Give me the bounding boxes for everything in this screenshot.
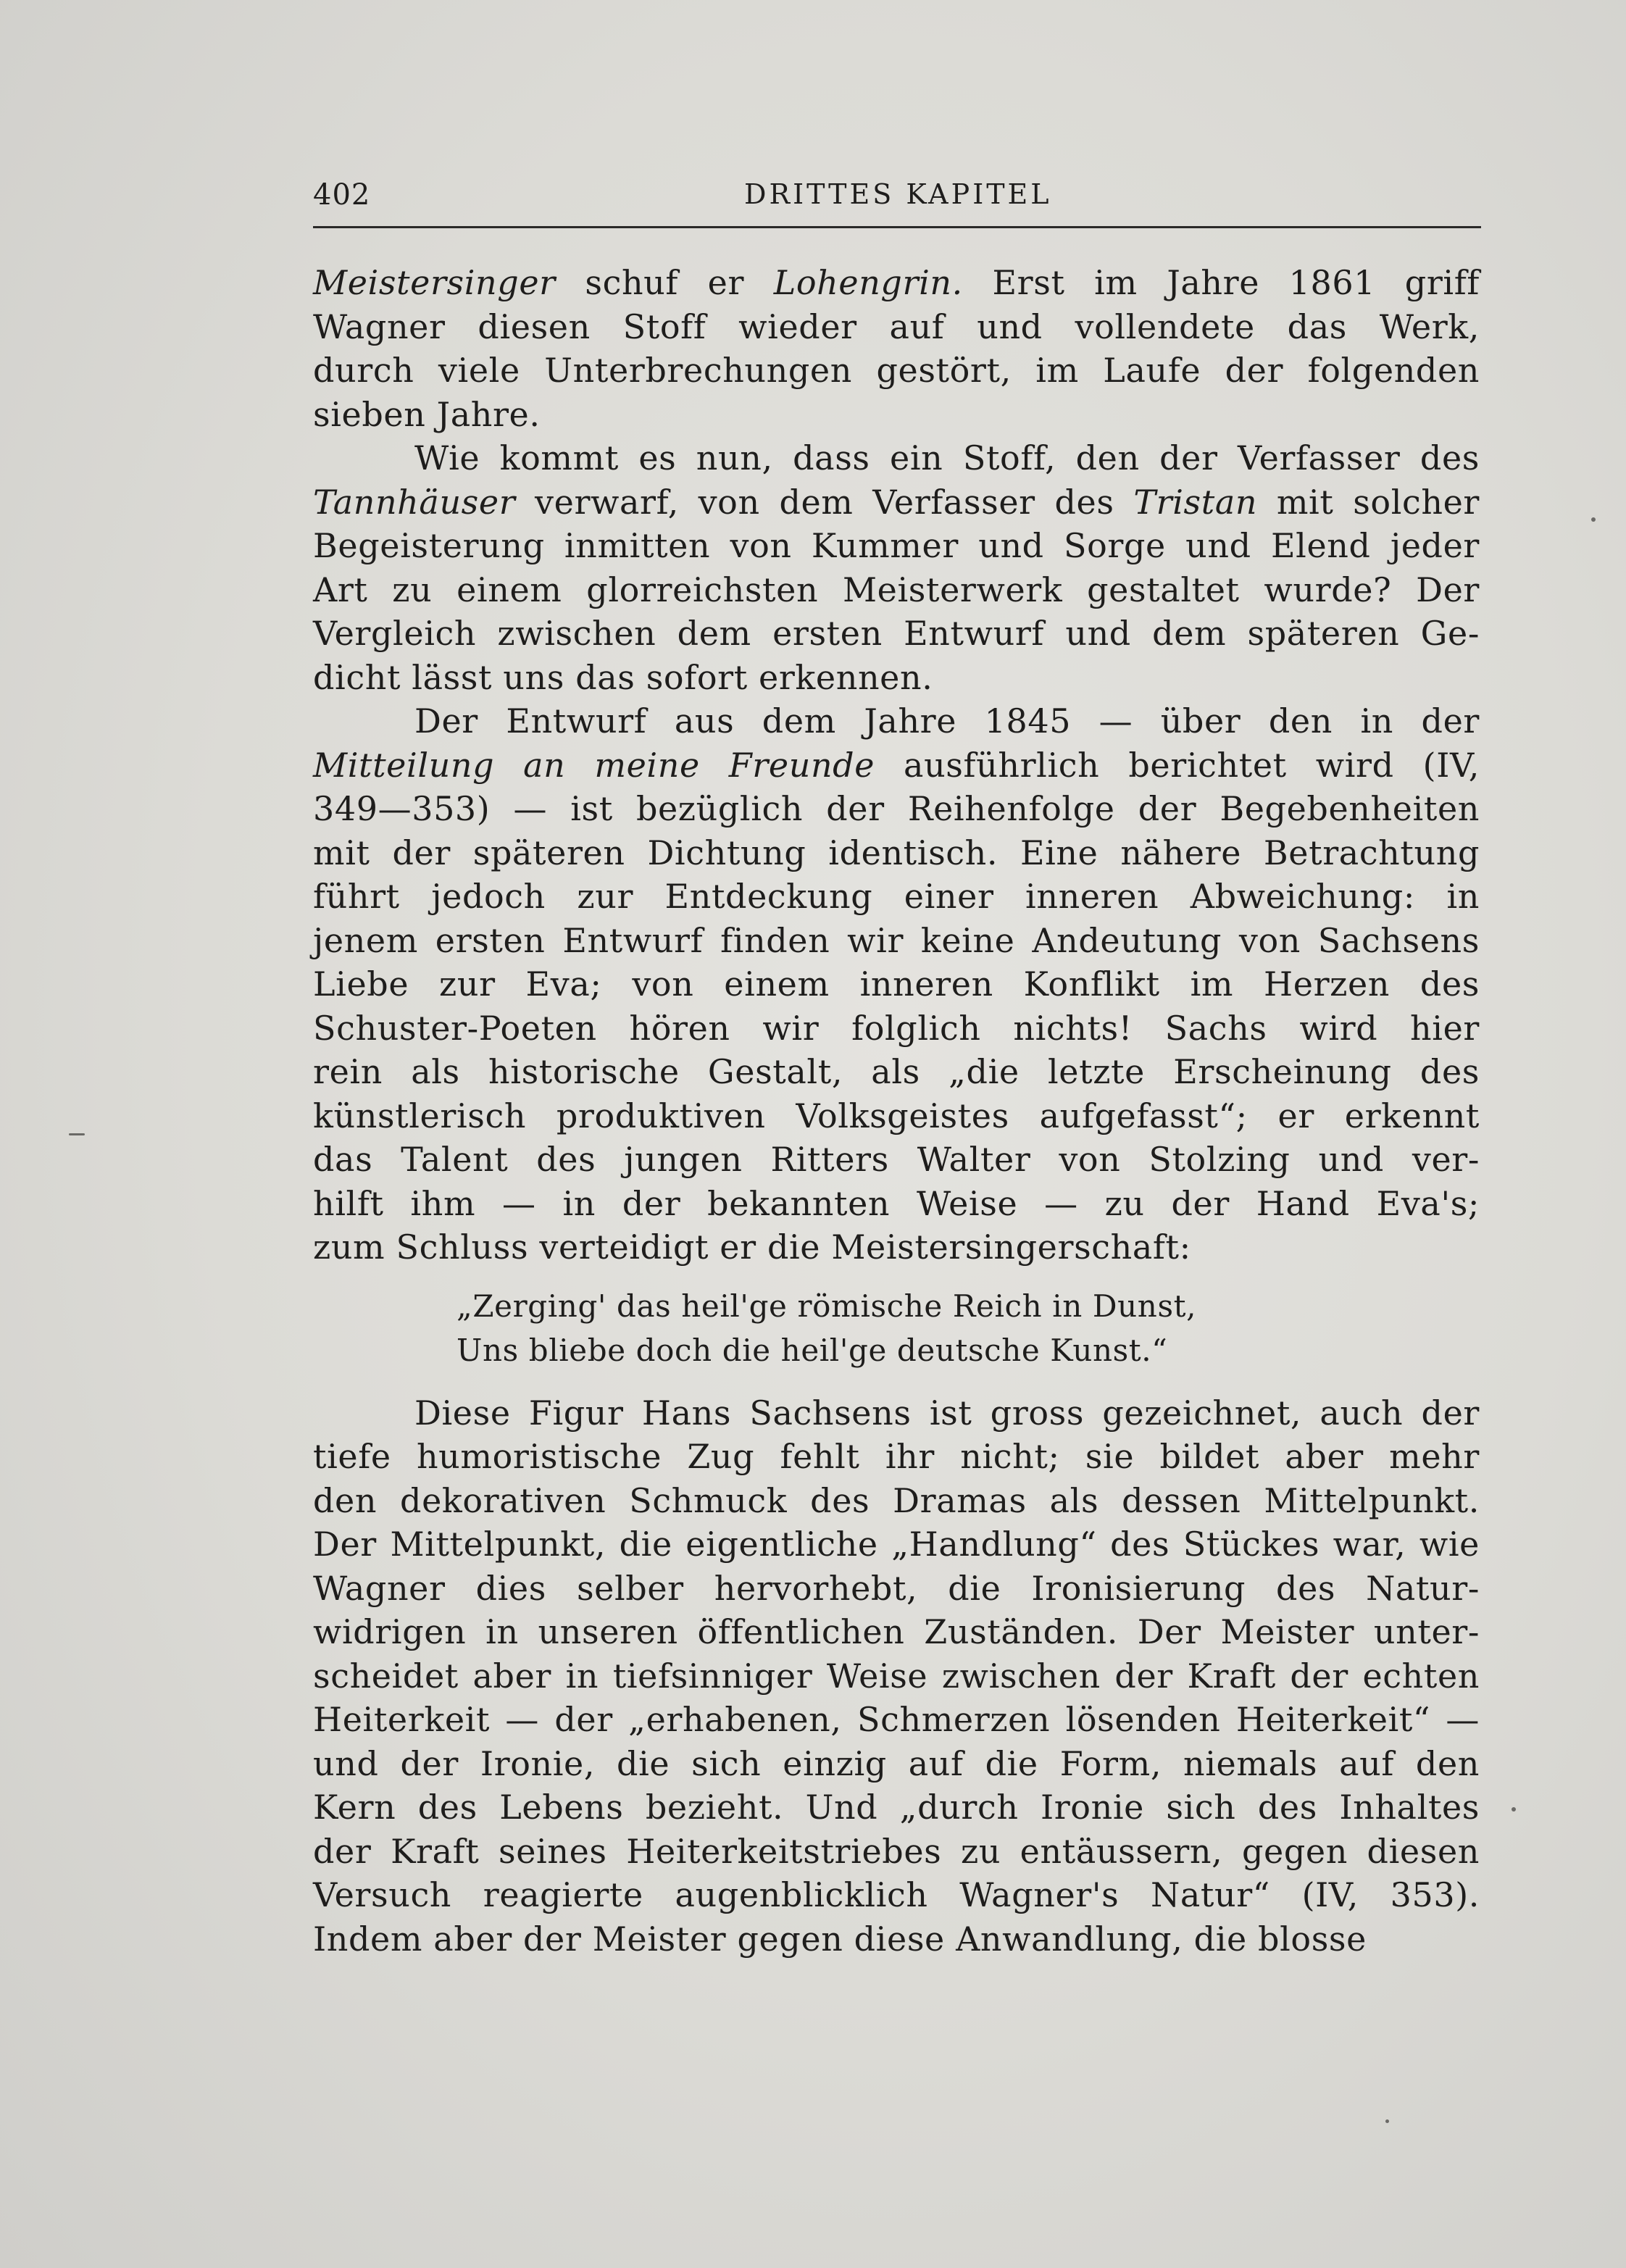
text-segment: Schuster-Poeten hören wir folglich nichts! Sachs wird hier [313,1008,1480,1048]
text-line [313,875,1480,919]
text-line [313,1094,1480,1138]
paragraph [313,436,1480,699]
text-segment: Versuch reagierte augenblicklich Wagner's Natur“ (IV, 353). [313,1875,1480,1914]
text-segment: Liebe zur Eva; von einem inneren Konflikt im Herzen des [313,964,1480,1004]
text-segment: verwarf, von dem Verfasser des [515,482,1134,522]
paper-speck [69,1133,85,1135]
text-line [313,436,1480,480]
text-line [313,1610,1480,1654]
page-number: 402 [313,178,371,212]
text-segment: Art zu einem glorreichsten Meisterwerk gestaltet wurde? Der [313,570,1480,609]
text-segment: Indem aber der Meister gegen diese Anwandlung, die blosse [313,1919,1367,1959]
text-line [313,699,1480,743]
paragraph [313,699,1480,1270]
text-line [313,261,1480,305]
text-segment: widrigen in unseren öffentlichen Zuständen. Der Meister unter- [313,1612,1480,1651]
text-line [313,787,1480,831]
text-line [313,1138,1480,1182]
italic-title: Meistersinger [313,263,556,302]
text-segment: schuf er [555,263,774,302]
text-line [313,919,1480,963]
text-segment: sieben Jahre. [313,394,541,434]
text-segment: 349—353) — ist bezüglich der Reihenfolge der Begebenheiten [313,789,1480,828]
text-line [313,568,1480,612]
text-line [313,1742,1480,1786]
text-segment: rein als historische Gestalt, als „die letzte Erscheinung des [313,1052,1480,1091]
text-segment: Vergleich zwischen dem ersten Entwurf und dem späteren Ge- [313,614,1480,653]
text-segment: und der Ironie, die sich einzig auf die Form, niemals auf den [313,1743,1480,1783]
text-line [313,480,1480,525]
italic-title: Mitteilung an meine Freunde [313,745,875,785]
text-segment: künstlerisch produktiven Volksgeistes aufgefasst“; er erkennt [313,1096,1480,1135]
text-segment: mit der späteren Dichtung identisch. Eine nähere Betrachtung [313,833,1480,872]
text-line [313,1830,1480,1874]
text-line [313,524,1480,568]
text-segment: scheidet aber in tiefsinniger Weise zwischen der Kraft der echten [313,1656,1480,1696]
text-line [313,1050,1480,1094]
text-segment: durch viele Unterbrechungen gestört, im Laufe der folgenden [313,351,1480,390]
text-segment: Erst im Jahre 1861 griff [962,263,1480,302]
text-segment: führt jedoch zur Entdeckung einer inneren Abweichung: in [313,877,1480,916]
text-segment: Wagner diesen Stoff wieder auf und vollendete das Werk, [313,307,1480,346]
paper-speck [1591,517,1596,522]
text-segment: Der Entwurf aus dem Jahre 1845 — über den in der [414,701,1480,741]
verse-line: „Zerging' das heil'ge römische Reich in Dunst, [456,1288,1197,1324]
text-line [313,1873,1480,1917]
text-segment: Der Mittelpunkt, die eigentliche „Handlung“ des Stückes war, wie [313,1525,1480,1564]
text-segment: ausführlich berichtet wird (IV, [875,745,1480,785]
paper-speck [1512,1807,1516,1812]
text-line [313,393,1480,437]
text-line [313,1006,1480,1051]
text-segment: Wagner dies selber hervorhebt, die Ironisierung des Natur- [313,1568,1480,1608]
text-segment: Wie kommt es nun, dass ein Stoff, den der Verfasser des [414,438,1480,478]
body-text [313,261,1480,1961]
italic-title: Lohengrin. [773,263,963,302]
text-line [313,1785,1480,1830]
text-segment: jenem ersten Entwurf finden wir keine Andeutung von Sachsens [313,920,1480,960]
italic-title: Tannhäuser [313,482,516,522]
text-line [313,349,1480,393]
text-line [313,1435,1480,1479]
text-line [313,1917,1480,1961]
text-line [313,743,1480,788]
text-line [313,1522,1480,1567]
text-segment: das Talent des jungen Ritters Walter von Stolzing und ver- [313,1140,1480,1179]
text-segment: Begeisterung inmitten von Kummer und Sorge und Elend jeder [313,526,1480,565]
paper-speck [1385,2119,1389,2123]
text-line [313,612,1480,656]
text-line [313,1225,1480,1270]
text-line [313,305,1480,349]
text-line [313,1479,1480,1523]
text-segment: Kern des Lebens bezieht. Und „durch Ironie sich des Inhaltes [313,1788,1480,1827]
running-head: DRITTES KAPITEL [744,178,1052,210]
text-segment: Diese Figur Hans Sachsens ist gross gezeichnet, auch der [414,1393,1480,1433]
paragraphs-after-verse [313,1391,1480,1961]
text-line [313,1182,1480,1226]
text-segment: hilft ihm — in der bekannten Weise — zu der Hand Eva's; [313,1183,1480,1223]
text-segment: mit solcher [1257,482,1480,522]
text-segment: den dekorativen Schmuck des Dramas als dessen Mittelpunkt. [313,1480,1480,1520]
verse-quotation [313,1284,1480,1372]
paragraphs-before-verse [313,261,1480,1270]
italic-title: Tristan [1133,482,1258,522]
paragraph [313,1391,1480,1961]
text-line [313,962,1480,1006]
text-segment: dicht lässt uns das sofort erkennen. [313,657,933,697]
header-rule [313,226,1481,228]
text-line [313,1391,1480,1435]
page-header [313,178,1480,222]
text-line [313,1698,1480,1742]
text-segment: tiefe humoristische Zug fehlt ihr nicht; sie bildet aber mehr [313,1437,1480,1476]
text-segment: der Kraft seines Heiterkeitstriebes zu entäussern, gegen diesen [313,1831,1480,1871]
paragraph [313,261,1480,436]
text-line [313,656,1480,700]
verse-line: Uns bliebe doch die heil'ge deutsche Kunst.“ [456,1332,1168,1368]
text-line [313,1567,1480,1611]
text-line [313,1654,1480,1698]
text-line [313,831,1480,875]
text-segment: Heiterkeit — der „erhabenen, Schmerzen lösenden Heiterkeit“ — [313,1700,1480,1739]
text-segment: zum Schluss verteidigt er die Meistersingerschaft: [313,1227,1191,1267]
